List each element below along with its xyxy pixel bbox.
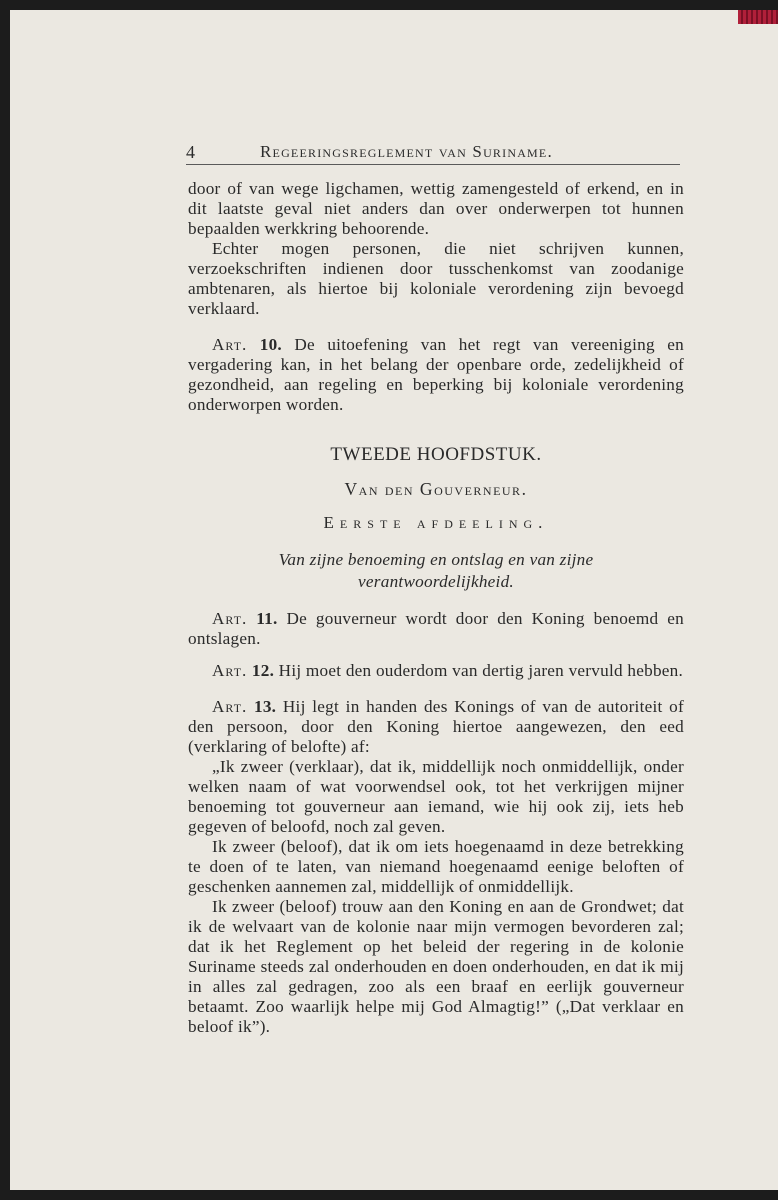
page-header: [186, 142, 682, 166]
chapter-title: TWEEDE HOOFDSTUK.: [330, 444, 542, 465]
article-label: Art.: [212, 697, 248, 716]
oath-paragraph-3: Ik zweer (beloof) trouw aan den Koning en aan de Grondwet; dat ik de welvaart van de kolonie naar mijn vermogen bevorderen zal; dat ik het Reglement op het beleid der regering in de kolonie Suriname steeds zal onderhouden en doen onderhouden, en dat ik mij in alles zal gedragen, zoo als een braaf en eerlijk gouverneur betaamt. Zoo waarlijk helpe mij God Almagtig!” („Dat verklaar en beloof ik”).: [188, 897, 684, 1036]
article-label: Art.: [212, 661, 248, 680]
article-text: De gouverneur wordt door den Koning benoemd en ontslagen.: [188, 609, 685, 648]
article-10: [188, 335, 684, 415]
article-13: [188, 697, 684, 757]
section-title-line-1: Van zijne benoeming en ontslag en van zijne: [278, 550, 594, 569]
bookmark-ribbon: [738, 10, 778, 24]
section-heading: Eerste afdeeling.: [323, 513, 549, 532]
section-title-line-2: verantwoordelijkheid.: [358, 572, 514, 591]
header-divider: [186, 164, 680, 165]
page-number: 4: [186, 142, 195, 162]
article-text: Hij legt in handen des Konings of van de autoriteit of den persoon, door den Koning hiertoe aangewezen, den eed (verklaring of belofte) af:: [188, 697, 685, 756]
page-body: [188, 179, 684, 1037]
article-12: [188, 661, 684, 681]
article-number: 10.: [259, 335, 282, 354]
article-11: [188, 609, 684, 649]
article-label: Art.: [212, 335, 248, 354]
article-text: De uitoefening van het regt van vereeniging en vergadering kan, in het belang der openbare orde, zedelijkheid of gezondheid, aan regeling en beperking bij koloniale verordening onderworpen worden.: [188, 335, 684, 414]
oath-paragraph-1: „Ik zweer (verklaar), dat ik, middellijk noch onmiddellijk, onder welken naam of wat voorwendsel ook, tot het verkrijgen mijner benoeming tot gouverneur aan iemand, wie hij ook zij, iets heb gegeven of beloofd, noch zal geven.: [188, 757, 684, 836]
article-number: 13.: [253, 697, 277, 716]
article-label: Art.: [212, 609, 248, 628]
paragraph-continuation: door of van wege ligchamen, wettig zamengesteld of erkend, en in dit laatste geval niet anders dan over onderwerpen tot hunnen bepaalden werkkring behoorende.: [188, 179, 684, 238]
article-number: 11.: [256, 609, 278, 628]
oath-paragraph-2: Ik zweer (beloof), dat ik om iets hoegenaamd in deze betrekking te doen of te laten, van niemand hoegenaamd eenige beloften of geschenken aannemen zal, middellijk of onmiddellijk.: [188, 837, 684, 896]
section-title: [188, 549, 684, 593]
paragraph-petitions: Echter mogen personen, die niet schrijven kunnen, verzoekschriften indienen door tusschenkomst van zoodanige ambtenaren, als hiertoe bij koloniale verordening zijn bevoegd verklaard.: [188, 239, 684, 318]
article-text: Hij moet den ouderdom van dertig jaren vervuld hebben.: [278, 661, 684, 680]
running-title: Regeeringsreglement van Suriname.: [260, 142, 553, 161]
chapter-subtitle: Van den Gouverneur.: [344, 479, 528, 499]
article-number: 12.: [251, 661, 275, 680]
